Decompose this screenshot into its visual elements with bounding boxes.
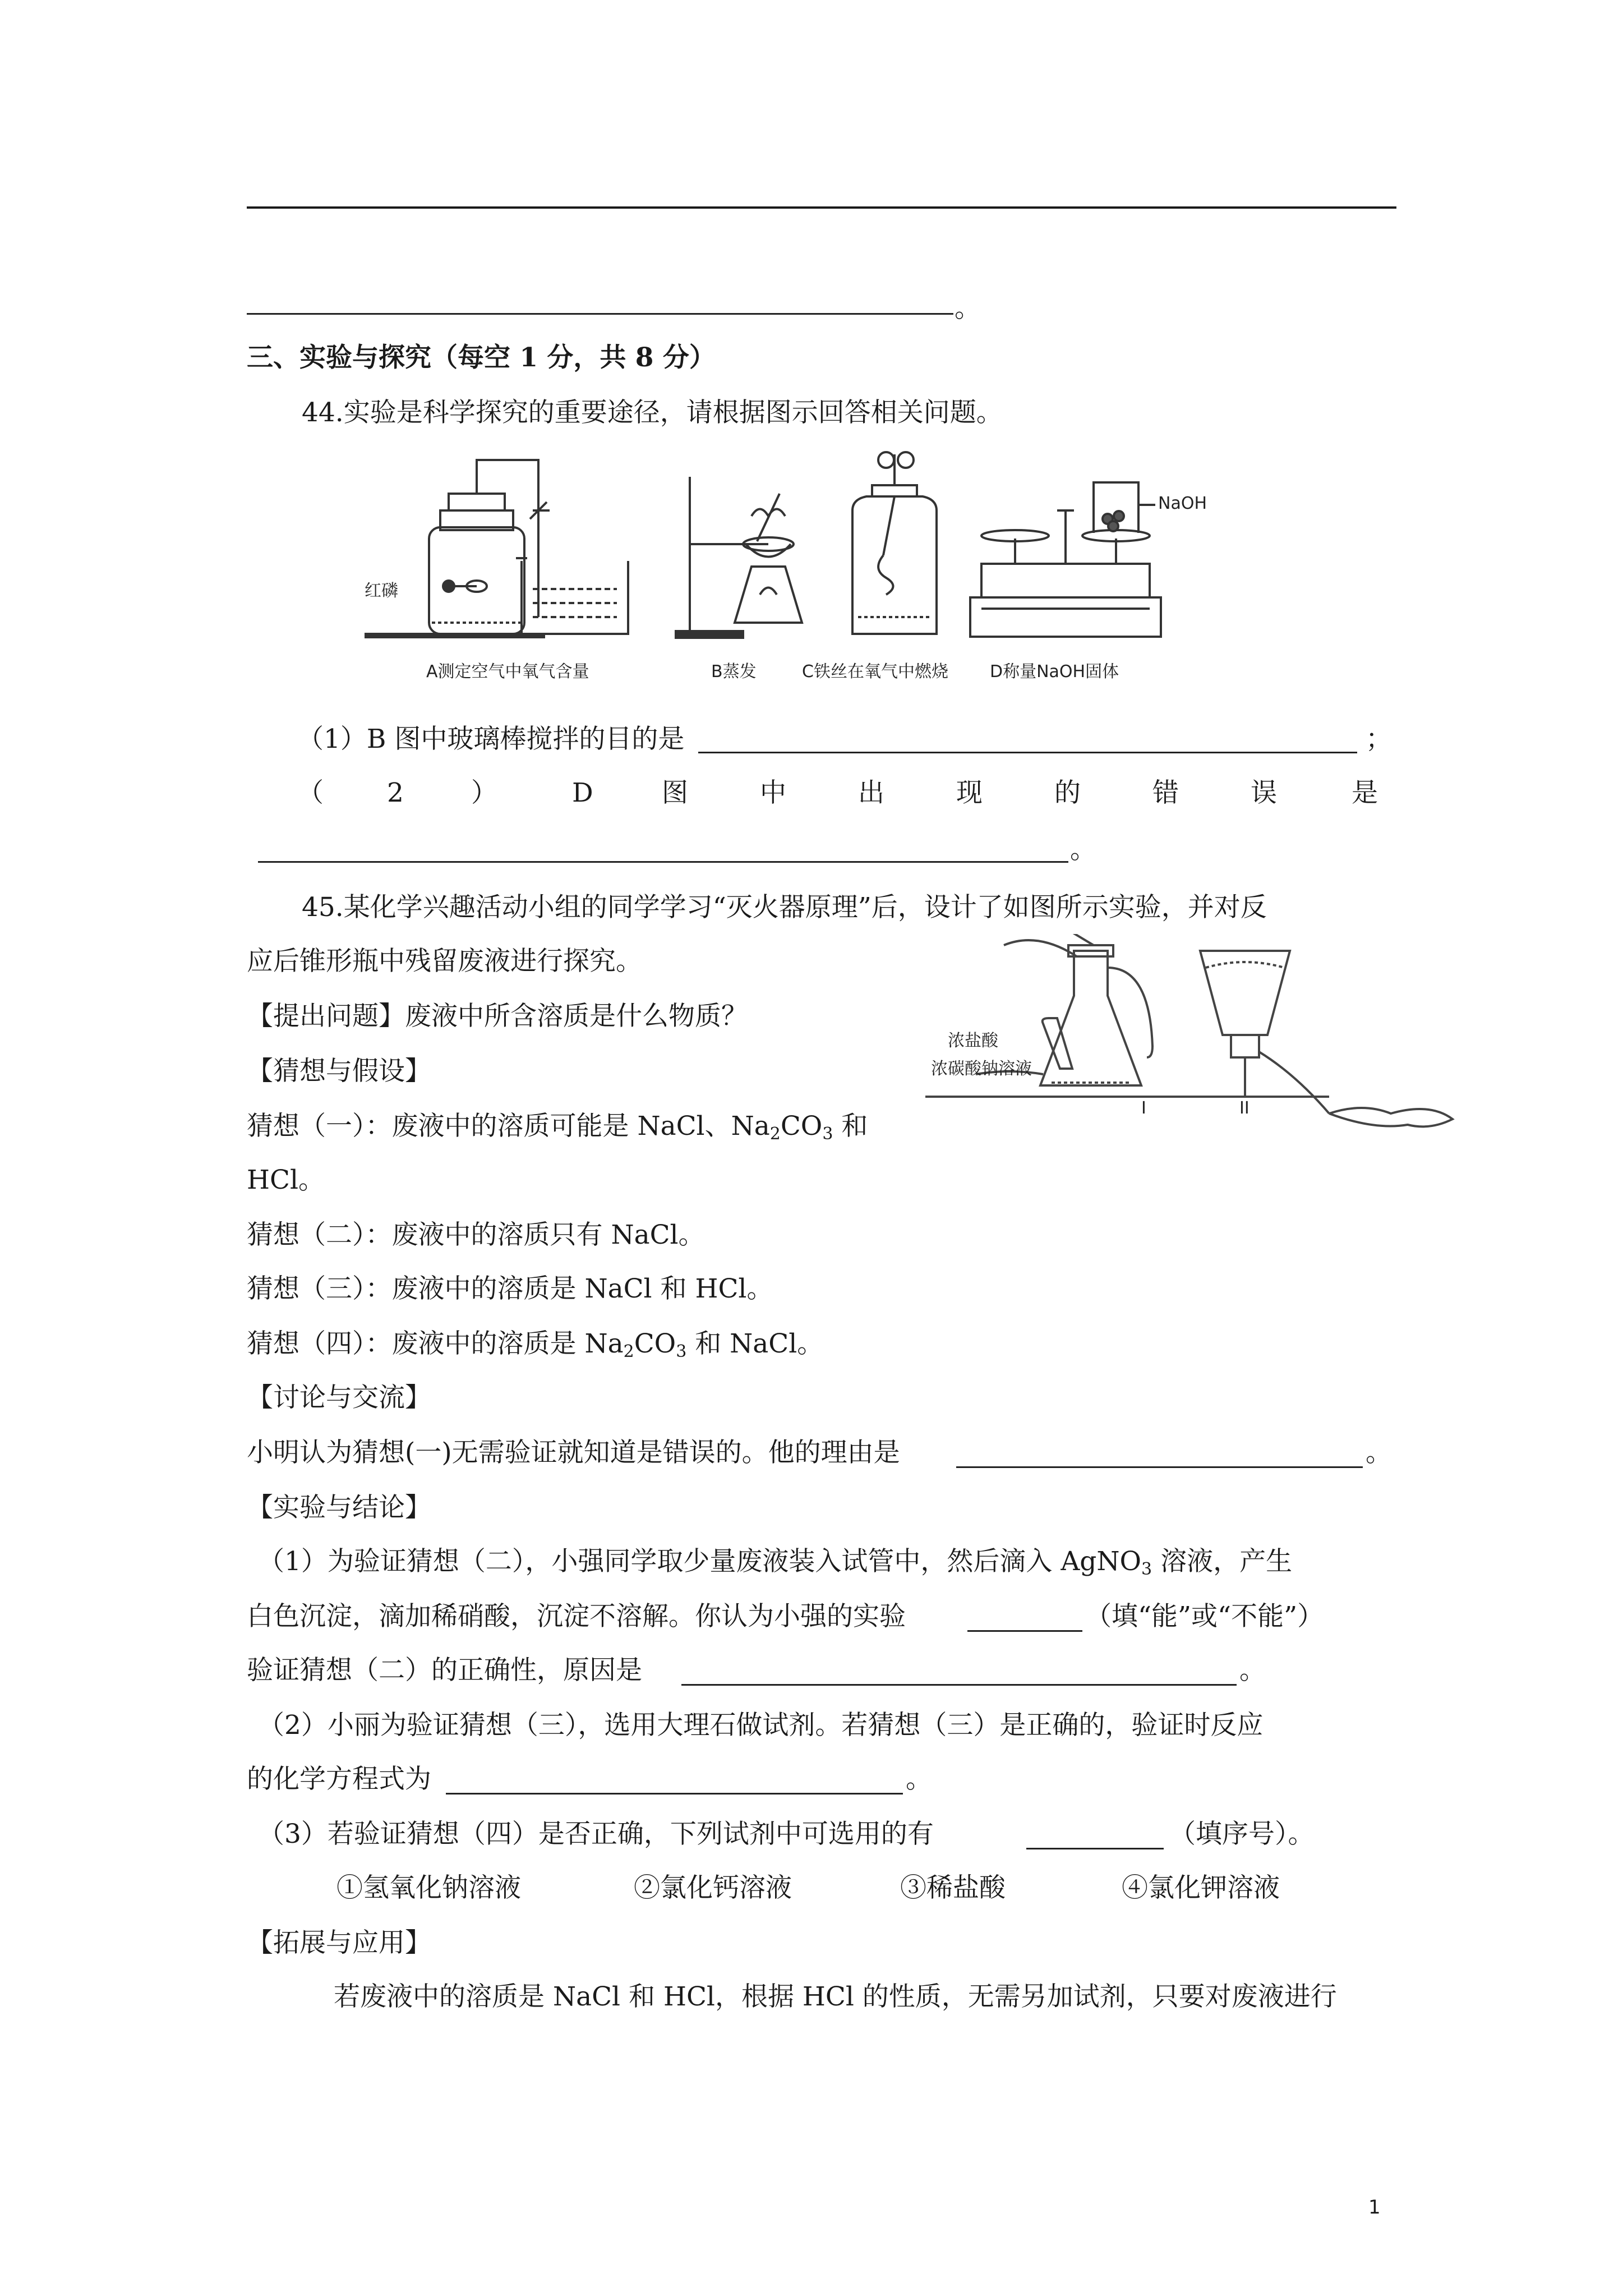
answer-blank-q44-1[interactable]: [698, 752, 1357, 753]
guess-4-sub1: 2: [623, 1342, 634, 1361]
answer-blank-exp2[interactable]: [446, 1793, 903, 1795]
q44-sub2-c1: 2: [387, 777, 404, 808]
extend-text: 若废液中的溶质是 NaCl 和 HCl，根据 HCl 的性质，无需另加试剂，只要对废液进行: [334, 1981, 1337, 2012]
section-title: 三、实验与探究（每空 1 分，共 8 分）: [247, 342, 716, 373]
q44-sub2-c11: 是: [1352, 777, 1378, 808]
answer-blank-exp1-reason[interactable]: [681, 1684, 1237, 1686]
label-naoh: NaOH: [1158, 494, 1207, 513]
iron-wire-combustion-icon: [852, 452, 937, 634]
q44-sub2-c7: 现: [956, 777, 983, 808]
answer-blank-exp1-can[interactable]: [967, 1630, 1082, 1632]
option-1: ①氢氧化钠溶液: [336, 1872, 521, 1903]
option-3: ③稀盐酸: [900, 1872, 1006, 1903]
prev-period: 。: [955, 293, 981, 324]
option-4: ④氯化钾溶液: [1122, 1872, 1280, 1903]
label-hcl: 浓盐酸: [948, 1031, 998, 1051]
q44-sub2-c9: 错: [1152, 777, 1179, 808]
exp1-line3-end: 。: [1239, 1655, 1266, 1686]
problem-statement: 【提出问题】废液中所含溶质是什么物质？: [247, 1001, 748, 1032]
label-red-phosphorus: 红磷: [365, 581, 398, 601]
guess-4-mid: CO: [634, 1328, 676, 1359]
q44-sub2-c8: 的: [1054, 777, 1081, 808]
q44-sub2-c6: 出: [858, 777, 884, 808]
q44-stem: 44.实验是科学探究的重要途径，请根据图示回答相关问题。: [302, 397, 1003, 428]
exp1-line1-post: 溶液，产生: [1152, 1546, 1293, 1577]
balance-scale-icon: [970, 482, 1161, 637]
q44-sub2-c10: 误: [1251, 777, 1277, 808]
option-2: ②氯化钙溶液: [634, 1872, 792, 1903]
discuss-title: 【讨论与交流】: [247, 1382, 431, 1413]
exp2-line2-end: 。: [906, 1764, 932, 1795]
exp1-line1-sub: 3: [1141, 1559, 1152, 1579]
guess-1-sub1: 2: [769, 1124, 781, 1144]
label-flask-1: I: [1141, 1098, 1146, 1118]
guess-1-post: 和: [833, 1111, 868, 1142]
page-number: 1: [1368, 2196, 1381, 2219]
caption-c: C铁丝在氧气中燃烧: [802, 662, 948, 682]
exp1-line1: [258, 1545, 1292, 1586]
discuss-text: 小明认为猜想(一)无需验证就知道是错误的。他的理由是: [247, 1437, 900, 1468]
inverted-flask-icon: [1200, 951, 1453, 1126]
exp1-line1-pre: （1）为验证猜想（二），小强同学取少量废液装入试管中，然后滴入 AgNO: [258, 1546, 1142, 1577]
answer-blank-exp3[interactable]: [1026, 1848, 1164, 1849]
label-flask-2: II: [1239, 1098, 1249, 1118]
hypothesis-title: 【猜想与假设】: [247, 1056, 431, 1087]
extend-title: 【拓展与应用】: [247, 1927, 431, 1958]
caption-d: D称量NaOH固体: [990, 662, 1119, 682]
exp1-line2-post: （填“能”或“不能”）: [1085, 1601, 1324, 1632]
q45-stem-line2: 应后锥形瓶中残留废液进行探究。: [247, 946, 642, 977]
q45-figure: [925, 934, 1486, 1130]
guess-4-post: 和 NaCl。: [686, 1328, 824, 1359]
exp2-line2-pre: 的化学方程式为: [247, 1764, 431, 1795]
answer-blank-q44-2[interactable]: [258, 861, 1068, 863]
q44-sub2-c5: 中: [760, 777, 786, 808]
answer-blank-prev[interactable]: [247, 313, 953, 315]
beaker-icon: [516, 516, 628, 634]
q44-sub2-c4: 图: [662, 777, 688, 808]
answer-blank-discuss[interactable]: [956, 1466, 1363, 1468]
q44-sub1-end: ；: [1366, 724, 1392, 754]
label-na2co3: 浓碳酸钠溶液: [931, 1059, 1032, 1079]
q44-sub1: （1）B 图中玻璃棒搅拌的目的是: [297, 724, 685, 754]
q44-sub2-c0: （: [297, 777, 324, 808]
guess-1-line2: HCl。: [247, 1165, 325, 1195]
caption-b: B蒸发: [711, 662, 757, 682]
q44-sub2-c3: D: [572, 777, 593, 808]
guess-2: 猜想（二）：废液中的溶质只有 NaCl。: [247, 1220, 705, 1250]
guess-1-pre: 猜想（一）：废液中的溶质可能是 NaCl、Na: [247, 1111, 770, 1142]
guess-1: [247, 1110, 868, 1151]
exp-title: 【实验与结论】: [247, 1492, 431, 1523]
q44-sub2-c2: ）: [471, 777, 497, 808]
exp3-pre: （3）若验证猜想（四）是否正确，下列试剂中可选用的有: [258, 1819, 934, 1849]
exp1-line2-pre: 白色沉淀，滴加稀硝酸，沉淀不溶解。你认为小强的实验: [247, 1601, 906, 1632]
guess-4-pre: 猜想（四）：废液中的溶质是 Na: [247, 1328, 624, 1359]
guess-1-mid: CO: [780, 1111, 823, 1142]
caption-a: A测定空气中氧气含量: [426, 662, 589, 682]
q45-stem-line1: 45.某化学兴趣活动小组的同学学习“灭火器原理”后，设计了如图所示实验，并对反: [302, 892, 1267, 923]
header-rule: [247, 206, 1396, 209]
guess-3: 猜想（三）：废液中的溶质是 NaCl 和 HCl。: [247, 1273, 773, 1304]
discuss-end: 。: [1366, 1437, 1392, 1468]
guess-1-sub2: 3: [822, 1124, 833, 1144]
exp3-post: （填序号）。: [1169, 1819, 1315, 1849]
q44-sub2-end: 。: [1070, 834, 1096, 865]
exp2-line1: （2）小丽为验证猜想（三），选用大理石做试剂。若猜想（三）是正确的，验证时反应: [258, 1710, 1264, 1741]
evaporation-setup-icon: [676, 477, 802, 638]
guess-4: [247, 1327, 823, 1369]
guess-4-sub2: 3: [676, 1342, 687, 1361]
exp1-line3-pre: 验证猜想（二）的正确性，原因是: [247, 1655, 642, 1686]
